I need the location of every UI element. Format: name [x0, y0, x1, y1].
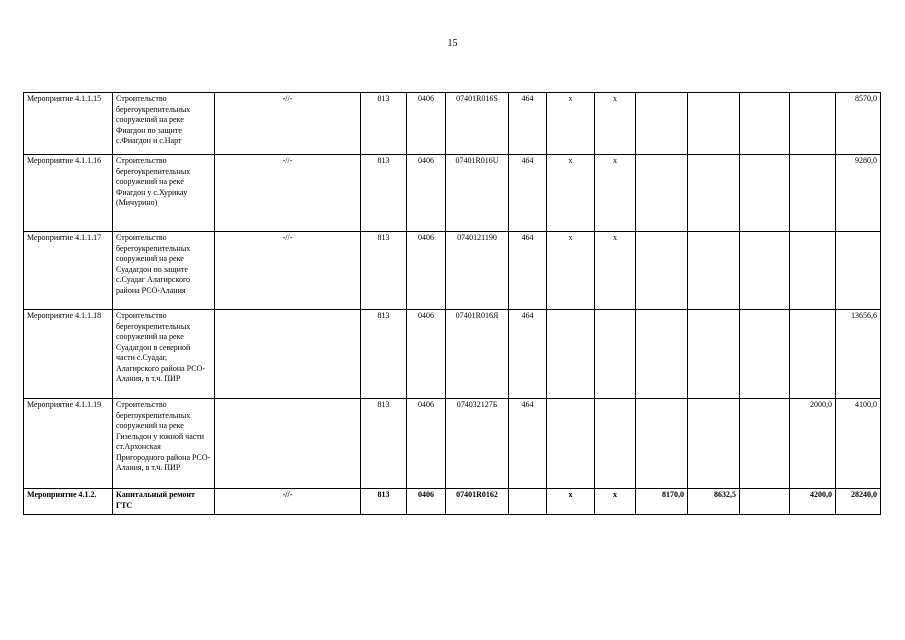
table-row — [24, 155, 881, 232]
vr-code: 464 — [509, 93, 547, 155]
executor-cell: -//- — [215, 232, 361, 310]
vr-code — [509, 489, 547, 515]
value-cell-9: х — [595, 232, 636, 310]
value-cell-14: 9280,0 — [836, 155, 881, 232]
table-row — [24, 232, 881, 310]
rzpr-code: 0406 — [407, 155, 446, 232]
value-cell-12 — [740, 310, 790, 399]
table-row — [24, 310, 881, 399]
value-cell-11 — [688, 310, 740, 399]
csr-code: 07401R0162 — [446, 489, 509, 515]
grbs-code: 813 — [361, 310, 407, 399]
value-cell-10 — [636, 232, 688, 310]
value-cell-10 — [636, 399, 688, 489]
executor-cell — [215, 310, 361, 399]
value-cell-13: 4200,0 — [790, 489, 836, 515]
measure-description: Строительство берегоукрепительных сооружений на реке Суадагдон по защите с.Суадаг Алагирского района РСО-Алания — [113, 232, 215, 310]
value-cell-9 — [595, 399, 636, 489]
value-cell-13 — [790, 155, 836, 232]
value-cell-9: х — [595, 155, 636, 232]
value-cell-11 — [688, 232, 740, 310]
grbs-code: 813 — [361, 399, 407, 489]
rzpr-code: 0406 — [407, 310, 446, 399]
table-row — [24, 489, 881, 515]
measure-description: Строительство берегоукрепительных сооружений на реке Суадагдон в северной части с.Суадаг, Алагирского района РСО-Алания, в т.ч. ПИР — [113, 310, 215, 399]
executor-cell: -//- — [215, 489, 361, 515]
value-cell-13 — [790, 310, 836, 399]
value-cell-13 — [790, 93, 836, 155]
value-cell-14: 13656,6 — [836, 310, 881, 399]
rzpr-code: 0406 — [407, 93, 446, 155]
measure-name: Мероприятие 4.1.1.18 — [24, 310, 113, 399]
budget-table — [23, 92, 881, 515]
measure-description: Строительство берегоукрепительных сооружений на реке Гизельдон у южной части ст.Архонская Пригородного района РСО-Алания, в т.ч. ПИР — [113, 399, 215, 489]
rzpr-code: 0406 — [407, 232, 446, 310]
measure-description: Строительство берегоукрепительных сооружений на реке Фиагдон по защите с.Фиагдон и с.Нарт — [113, 93, 215, 155]
value-cell-12 — [740, 399, 790, 489]
grbs-code: 813 — [361, 155, 407, 232]
value-cell-8: х — [547, 155, 595, 232]
value-cell-8: х — [547, 232, 595, 310]
value-cell-8 — [547, 310, 595, 399]
grbs-code: 813 — [361, 232, 407, 310]
value-cell-8: х — [547, 93, 595, 155]
value-cell-11: 8632,5 — [688, 489, 740, 515]
measure-name: Мероприятие 4.1.1.15 — [24, 93, 113, 155]
page-number: 15 — [447, 38, 458, 49]
value-cell-10 — [636, 93, 688, 155]
csr-code: 07401R016U — [446, 155, 509, 232]
csr-code: 074032127Б — [446, 399, 509, 489]
csr-code: 0740121190 — [446, 232, 509, 310]
executor-cell: -//- — [215, 93, 361, 155]
value-cell-12 — [740, 155, 790, 232]
table-row — [24, 399, 881, 489]
value-cell-11 — [688, 399, 740, 489]
grbs-code: 813 — [361, 489, 407, 515]
measure-name: Мероприятие 4.1.1.16 — [24, 155, 113, 232]
vr-code: 464 — [509, 399, 547, 489]
measure-name: Мероприятие 4.1.1.19 — [24, 399, 113, 489]
value-cell-12 — [740, 93, 790, 155]
value-cell-8 — [547, 399, 595, 489]
executor-cell — [215, 399, 361, 489]
value-cell-12 — [740, 232, 790, 310]
table-row — [24, 93, 881, 155]
value-cell-10 — [636, 155, 688, 232]
value-cell-10 — [636, 310, 688, 399]
value-cell-14 — [836, 232, 881, 310]
executor-cell: -//- — [215, 155, 361, 232]
measure-name: Мероприятие 4.1.1.17 — [24, 232, 113, 310]
value-cell-11 — [688, 93, 740, 155]
value-cell-14: 4100,0 — [836, 399, 881, 489]
vr-code: 464 — [509, 232, 547, 310]
value-cell-10: 8170,0 — [636, 489, 688, 515]
value-cell-9 — [595, 310, 636, 399]
value-cell-9: х — [595, 489, 636, 515]
value-cell-14: 28240,0 — [836, 489, 881, 515]
value-cell-14: 8570,0 — [836, 93, 881, 155]
value-cell-12 — [740, 489, 790, 515]
value-cell-13 — [790, 232, 836, 310]
grbs-code: 813 — [361, 93, 407, 155]
vr-code: 464 — [509, 310, 547, 399]
rzpr-code: 0406 — [407, 399, 446, 489]
value-cell-9: х — [595, 93, 636, 155]
measure-description: Капитальный ремонт ГТС — [113, 489, 215, 515]
rzpr-code: 0406 — [407, 489, 446, 515]
csr-code: 07401R016S — [446, 93, 509, 155]
measure-description: Строительство берегоукрепительных сооружений на реке Фиагдон у с.Хурикау (Мичурино) — [113, 155, 215, 232]
value-cell-13: 2000,0 — [790, 399, 836, 489]
value-cell-8: х — [547, 489, 595, 515]
measure-name: Мероприятие 4.1.2. — [24, 489, 113, 515]
value-cell-11 — [688, 155, 740, 232]
vr-code: 464 — [509, 155, 547, 232]
csr-code: 07401R016Я — [446, 310, 509, 399]
